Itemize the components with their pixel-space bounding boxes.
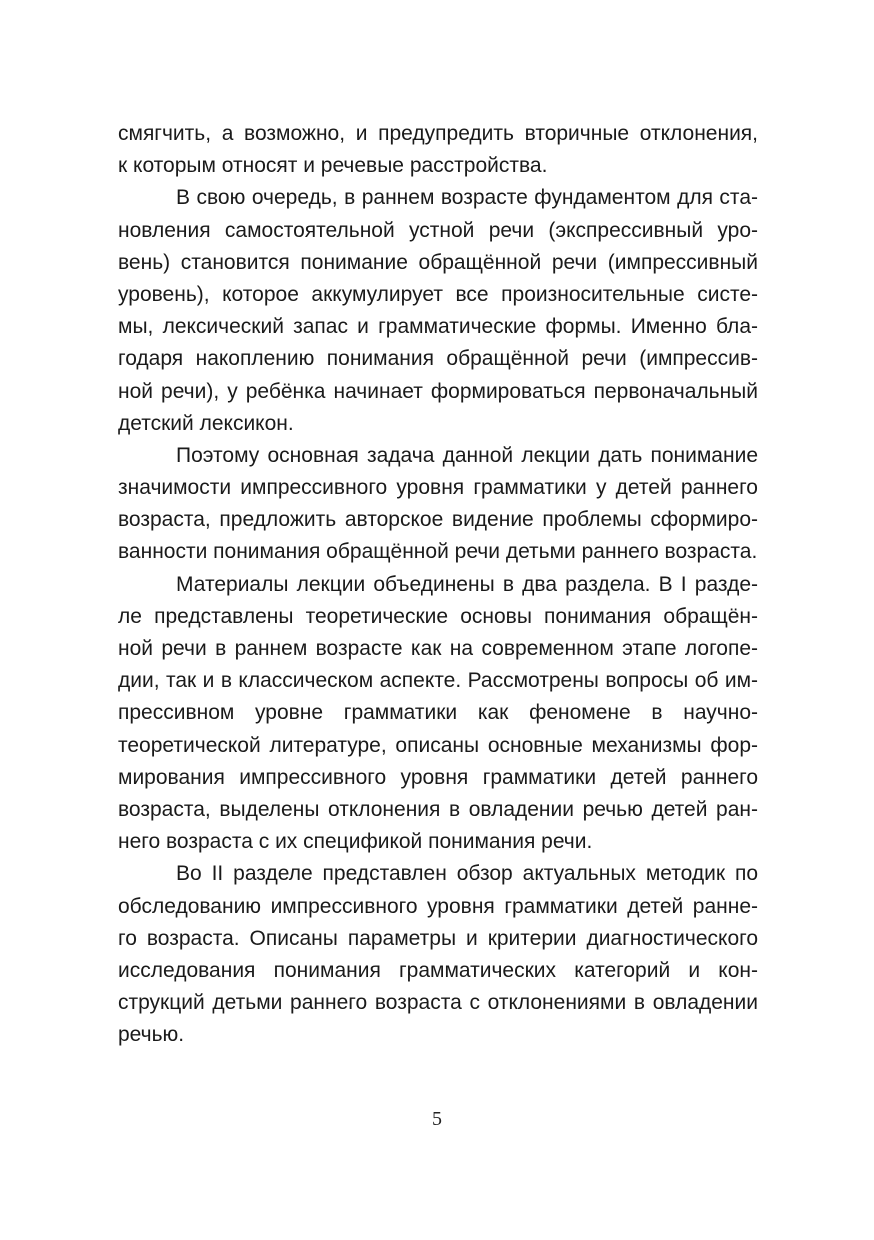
- text-line: годаря накоплению понимания обращённой речи (импрессив-: [118, 347, 758, 371]
- paragraph-4: [118, 569, 758, 859]
- text-line: возраста, предложить авторское видение проблемы сформиро-: [118, 508, 758, 532]
- text-line: ле представлены теоретические основы понимания обращён-: [118, 604, 758, 628]
- text-line: возраста, выделены отклонения в овладении речью детей ран-: [118, 797, 758, 821]
- text-line: теоретической литературе, описаны основные механизмы фор-: [118, 733, 758, 757]
- page-number: 5: [432, 1108, 442, 1130]
- text-line: детский лексикон.: [118, 411, 294, 435]
- text-line: ной речи), у ребёнка начинает формироваться первоначальный: [118, 379, 758, 403]
- text-line: речью.: [118, 1023, 185, 1047]
- text-line: струкций детьми раннего возраста с отклонениями в овладении: [118, 991, 758, 1015]
- text-line: мы, лексический запас и грамматические формы. Именно бла-: [118, 315, 758, 339]
- paragraph-5: [118, 858, 758, 1051]
- page-body: [118, 118, 758, 1051]
- paragraph-1: [118, 118, 758, 182]
- text-line: новления самостоятельной устной речи (экспрессивный уро-: [118, 218, 758, 242]
- paragraph-3: [118, 440, 758, 569]
- text-line: смягчить, а возможно, и предупредить вторичные отклонения,: [118, 122, 758, 145]
- text-line: вень) становится понимание обращённой речи (импрессивный: [118, 250, 758, 274]
- text-line: исследования понимания грамматических категорий и кон-: [118, 958, 758, 982]
- paragraph-2: [118, 182, 758, 440]
- text-line: уровень), которое аккумулирует все произносительные систе-: [118, 282, 758, 306]
- text-line: прессивном уровне грамматики как феномене в научно-: [118, 701, 758, 725]
- text-line: В свою очередь, в раннем возрасте фундаментом для ста-: [176, 186, 758, 210]
- text-line: мирования импрессивного уровня грамматики детей раннего: [118, 765, 758, 789]
- text-line: него возраста с их спецификой понимания речи.: [118, 830, 593, 854]
- text-line: Во II разделе представлен обзор актуальных методик по: [176, 862, 758, 886]
- text-line: ной речи в раннем возрасте как на современном этапе логопе-: [118, 637, 758, 660]
- text-line: значимости импрессивного уровня грамматики у детей раннего: [118, 476, 758, 500]
- text-line: Материалы лекции объединены в два раздела. В I разде-: [176, 572, 758, 596]
- text-line: го возраста. Описаны параметры и критерии диагностического: [118, 926, 758, 950]
- text-line: обследованию импрессивного уровня грамматики детей ранне-: [118, 894, 758, 918]
- text-line: Поэтому основная задача данной лекции дать понимание: [176, 443, 758, 467]
- text-line: к которым относят и речевые расстройства.: [118, 154, 548, 178]
- text-line: дии, так и в классическом аспекте. Рассмотрены вопросы об им-: [118, 669, 758, 693]
- text-line: ванности понимания обращённой речи детьми раннего возраста.: [118, 540, 758, 564]
